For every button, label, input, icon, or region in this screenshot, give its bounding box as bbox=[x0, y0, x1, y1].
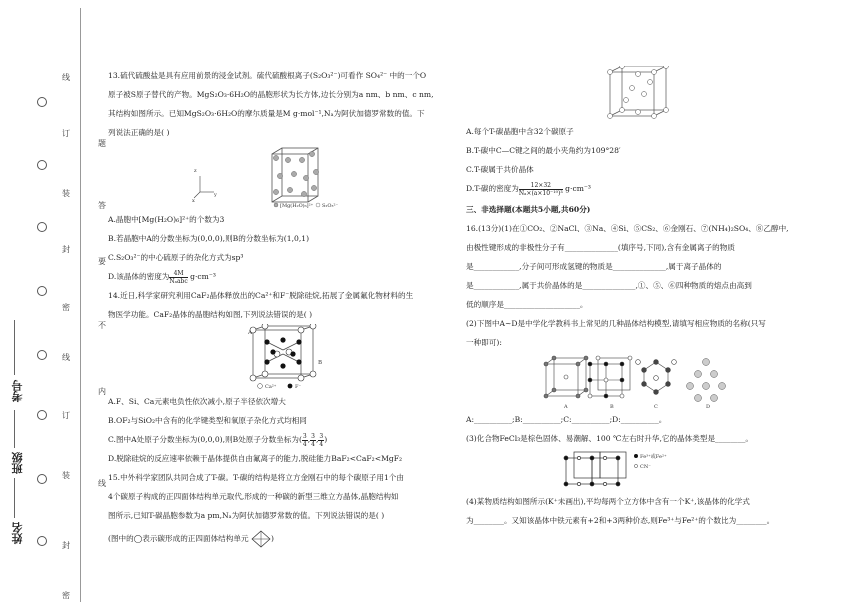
q14-option-c[interactable]: C.图中A处原子分数坐标为(0,0,0),则B处原子分数坐标为( $\frac{3}{4}$, $\frac{3}{4}$, $\frac{3}{4}$) bbox=[108, 432, 328, 448]
binding-char: 线 bbox=[62, 353, 70, 362]
legend-mg-complex: [Mg(H₂O)₆]²⁺ bbox=[280, 203, 314, 209]
exam-number-label: 考号 bbox=[11, 380, 24, 402]
binding-char: 密 bbox=[62, 591, 70, 600]
binding-char: 内 bbox=[98, 387, 106, 396]
f-legend-icon bbox=[288, 384, 293, 389]
binding-hole-icon bbox=[37, 410, 47, 420]
q15-option-c[interactable]: C.T-碳属于共价晶体 bbox=[466, 165, 534, 174]
binding-char: 封 bbox=[62, 245, 70, 254]
coord-num: 3 bbox=[302, 432, 307, 440]
binding-char: 订 bbox=[62, 129, 70, 138]
binding-hole-icon bbox=[37, 97, 47, 107]
question-13 bbox=[108, 66, 458, 286]
axis-z-label: z bbox=[194, 168, 197, 174]
q16-line[interactable]: 由极性键形成的非极性分子有______________(填序号,下同),含有金属离子的物质 bbox=[466, 243, 735, 252]
q16-4-line: (4)某物质结构如图所示(K⁺未画出),平均每两个立方体中含有一个K⁺,该晶体的化学式 bbox=[466, 497, 750, 506]
coord-close: ) bbox=[324, 435, 328, 444]
t-carbon-denominator: Nₐ×(a×10⁻¹⁰)³ bbox=[518, 189, 563, 197]
atom-b-label: B bbox=[318, 360, 323, 366]
section-3-title: 三、非选择题(本题共5小题,共60分) bbox=[466, 205, 591, 214]
t-carbon-numerator: 12×32 bbox=[519, 182, 563, 190]
q16-line: 16.(13分)(1)在①CO₂、②NaCl、③Na、④Si、⑤CS₂、⑥金刚石、⑦(NH₄)₂SO₄、⑧乙醇中, bbox=[466, 224, 789, 233]
t-carbon-unit-cell-figure bbox=[466, 66, 826, 122]
legend-cn: CN⁻ bbox=[640, 464, 651, 470]
class-label: 班级 bbox=[11, 452, 24, 474]
axis-y-label: y bbox=[214, 192, 217, 198]
binding-char: 装 bbox=[62, 471, 70, 480]
legend-ca: Ca²⁺ bbox=[265, 384, 277, 390]
q13-stem-line: 13.硫代硫酸盐是具有应用前景的浸金试剂。硫代硫酸根离子(S₂O₃²⁻)可看作 SO₄²⁻ 中的一个O bbox=[108, 71, 427, 80]
q13-option-d-unit: g·cm⁻³ bbox=[187, 272, 216, 281]
density-fraction bbox=[169, 270, 187, 285]
coord-den: 4 bbox=[311, 440, 315, 448]
question-15 bbox=[108, 468, 458, 548]
q15-stem-line: 4个碳原子构成的正四面体结构单元取代,形成的一种碳的新型三维立方晶体,晶胞结构如 bbox=[108, 492, 399, 501]
binding-char: 题 bbox=[98, 139, 106, 148]
legend-thiosulfate: S₂O₃²⁻ bbox=[322, 203, 339, 209]
coord-den: 4 bbox=[319, 440, 324, 448]
q16-line: 一种即可): bbox=[466, 338, 502, 347]
q15-stem-line: 15.中外科学家团队共同合成了T-碳。T-碳的结构是将立方金刚石中的每个碳原子用1个由 bbox=[108, 473, 404, 482]
binding-hole-icon bbox=[37, 536, 47, 546]
coord-frac bbox=[310, 433, 316, 448]
left-column bbox=[108, 66, 458, 548]
binding-char: 要 bbox=[98, 257, 106, 266]
model-c-label: C bbox=[654, 404, 658, 410]
q16-2-answer-line[interactable]: A:__________;B:__________;C:__________;D:__________。 bbox=[466, 415, 667, 424]
q13-option-a[interactable]: A.晶胞中[Mg(H₂O)₆]²⁺的个数为3 bbox=[108, 215, 225, 224]
prussian-blue-structure-figure bbox=[466, 448, 826, 492]
binding-char: 答 bbox=[98, 201, 106, 210]
q14-option-d[interactable]: D.脱除硅烷的反应速率依赖于晶体提供自由氟离子的能力,脱硅能力BaF₂<CaF₂<MgF₂ bbox=[108, 454, 403, 463]
q15-option-b[interactable]: B.T-碳中C—C键之间的最小夹角约为109°28′ bbox=[466, 146, 621, 155]
legend-f: F⁻ bbox=[295, 384, 302, 390]
exam-number-field[interactable] bbox=[14, 320, 15, 375]
q14-option-a[interactable]: A.F、Si、Ca元素电负性依次减小,原子半径依次增大 bbox=[108, 397, 286, 406]
coord-num: 3 bbox=[311, 432, 315, 440]
density-numerator: 4M bbox=[169, 270, 187, 278]
q14-option-b[interactable]: B.OF₂与SiO₂中含有的化学键类型和氧原子杂化方式均相同 bbox=[108, 416, 307, 425]
q15-stem-line: 图所示,已知T-碳晶胞参数为a pm,Nₐ为阿伏加德罗常数的值。下列说法错误的是( ) bbox=[108, 511, 385, 520]
name-field[interactable] bbox=[14, 478, 15, 518]
fe-legend-icon bbox=[634, 454, 638, 458]
question-16 bbox=[466, 219, 826, 530]
binding-hole-icon bbox=[37, 474, 47, 484]
crystal-models-figure bbox=[466, 352, 826, 410]
model-d-label: D bbox=[706, 404, 711, 410]
density-denominator: Nₐabc bbox=[169, 277, 188, 285]
binding-hole-icon bbox=[37, 350, 47, 360]
q16-line[interactable]: 是____________,属于共价晶体的是______________,①、⑤、⑥四种物质的熔点由高到 bbox=[466, 281, 752, 290]
binding-hole-icon bbox=[37, 222, 47, 232]
binding-hole-icon bbox=[37, 160, 47, 170]
binding-char: 密 bbox=[62, 303, 70, 312]
q16-4-line[interactable]: 为________。又知该晶体中铁元素有+2和+3两种价态,则Fe³⁺与Fe²⁺的个数比为________。 bbox=[466, 516, 775, 525]
q14-stem-line: 14.近日,科学家研究利用CaF₂晶体释放出的Ca²⁺和F⁻脱除硅烷,拓展了金属氟化物材料的生 bbox=[108, 291, 414, 300]
mgs2o3-unit-cell-figure bbox=[108, 142, 458, 210]
model-b-label: B bbox=[610, 404, 614, 410]
question-14 bbox=[108, 286, 458, 468]
q13-option-b[interactable]: B.若晶胞中A的分数坐标为(0,0,0),则B的分数坐标为(1,0,1) bbox=[108, 234, 310, 243]
coord-frac bbox=[302, 433, 308, 448]
q15-option-d-unit: g·cm⁻³ bbox=[562, 184, 591, 193]
q13-option-c[interactable]: C.S₂O₃²⁻的中心硫原子的杂化方式为sp³ bbox=[108, 253, 244, 262]
name-label: 姓名 bbox=[11, 522, 24, 544]
binding-line bbox=[80, 8, 81, 602]
q15-note bbox=[108, 529, 458, 548]
q15-option-d[interactable] bbox=[466, 179, 826, 198]
q14-stem-line: 物医学功能。CaF₂晶体的晶胞结构如图,下列说法错误的是( ) bbox=[108, 310, 313, 319]
q13-stem-line: 原子被S原子替代的产物。MgS₂O₃·6H₂O的晶胞形状为长方体,边长分别为a nm、b nm、c nm, bbox=[108, 90, 434, 99]
coord-num: 3 bbox=[319, 432, 324, 440]
model-a-label: A bbox=[564, 404, 568, 410]
binding-char: 线 bbox=[98, 479, 106, 488]
q16-line[interactable]: 是____________,分子间可形成氢键的物质是______________,属于离子晶体的 bbox=[466, 262, 722, 271]
tetrahedron-icon bbox=[251, 530, 271, 548]
binding-char: 线 bbox=[62, 73, 70, 82]
ca-legend-icon bbox=[258, 384, 263, 389]
legend-fe: Fe³⁺或Fe²⁺ bbox=[640, 454, 667, 460]
cn-legend-icon bbox=[634, 464, 637, 467]
coord-den: 4 bbox=[302, 440, 307, 448]
q13-option-d-text: D.该晶体的密度为 bbox=[108, 272, 170, 281]
q15-option-a[interactable]: A.每个T-碳晶胞中含32个碳原子 bbox=[466, 127, 574, 136]
q13-option-d[interactable] bbox=[108, 267, 458, 286]
atom-a-label: A bbox=[248, 330, 252, 336]
t-carbon-density-fraction bbox=[519, 182, 563, 197]
q15-note-close: ) bbox=[270, 534, 274, 543]
q16-3[interactable]: (3)化合物FeCl₃是棕色固体、易潮解、100 ℃左右时升华,它的晶体类型是________。 bbox=[466, 434, 754, 443]
binding-hole-icon bbox=[37, 286, 47, 296]
binding-char: 装 bbox=[62, 189, 70, 198]
binding-char: 封 bbox=[62, 541, 70, 550]
binding-margin bbox=[0, 0, 106, 608]
binding-char: 订 bbox=[62, 411, 70, 420]
thiosulfate-legend-icon bbox=[316, 203, 320, 207]
caf2-unit-cell-figure bbox=[108, 324, 458, 392]
q16-line: (2)下图中A~D是中学化学教科书上常见的几种晶体结构模型,请填写相应物质的名称(只写 bbox=[466, 319, 766, 328]
class-field[interactable] bbox=[14, 410, 15, 448]
q13-stem-line: 其结构如图所示。已知MgS₂O₃·6H₂O的摩尔质量是M g·mol⁻¹,Nₐ为阿伏加德罗常数的值。下 bbox=[108, 109, 425, 118]
q15-option-d-text: D.T-碳的密度为 bbox=[466, 184, 519, 193]
right-column bbox=[466, 66, 826, 530]
q13-stem-line: 列说法正确的是( ) bbox=[108, 128, 170, 137]
mg-complex-legend-icon bbox=[274, 203, 278, 207]
q14-option-c-text: C.图中A处原子分数坐标为(0,0,0),则B处原子分数坐标为( bbox=[108, 435, 302, 444]
q16-line[interactable]: 低的顺序是____________________。 bbox=[466, 300, 588, 309]
binding-char: 不 bbox=[98, 321, 106, 330]
q15-note-text: (图中的◯表示碳形成的正四面体结构单元 bbox=[108, 534, 249, 543]
axis-x-label: x bbox=[192, 198, 195, 204]
